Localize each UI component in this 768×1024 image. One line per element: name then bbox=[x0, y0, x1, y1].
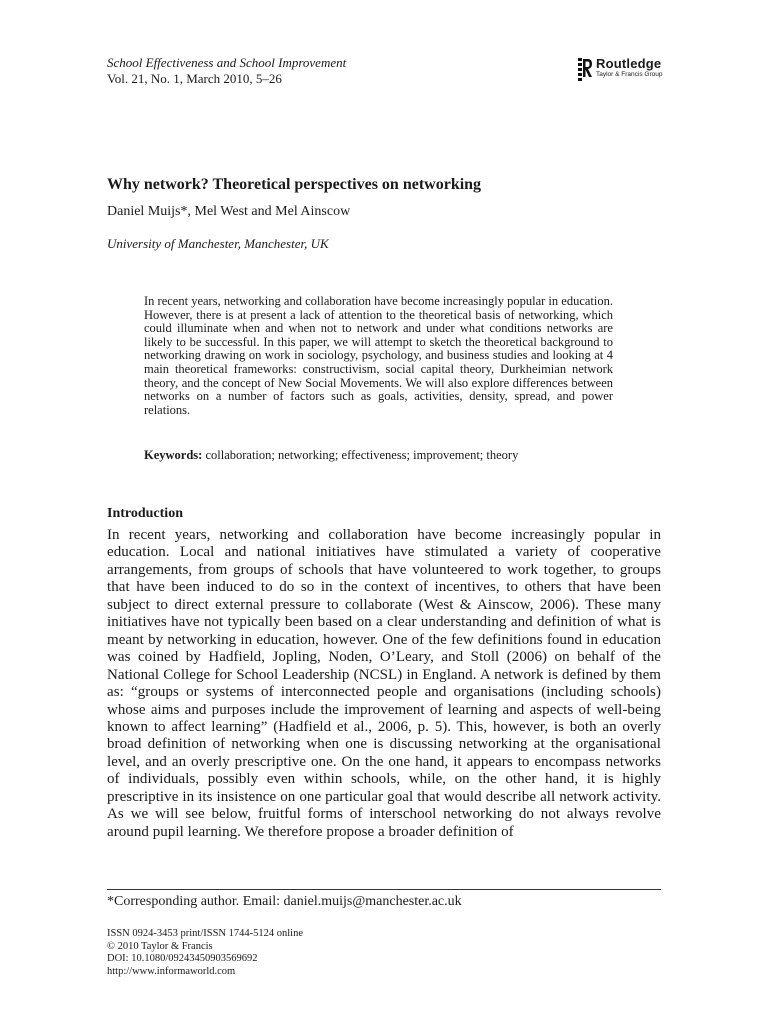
journal-name: School Effectiveness and School Improvement bbox=[107, 55, 347, 70]
publisher-logo bbox=[578, 57, 662, 85]
publisher-group: Taylor & Francis Group bbox=[596, 71, 663, 78]
footnote-divider bbox=[107, 889, 661, 890]
article-authors: Daniel Muijs*, Mel West and Mel Ainscow bbox=[107, 204, 351, 219]
publication-footer bbox=[107, 928, 303, 978]
introduction-paragraph: In recent years, networking and collaboration have become increasingly popular in education. Local and national initiatives have stimulated a variety of cooperative arrangements, from groups of schools that have volunteered to work together, to groups that have been induced to do so in the context of incentives, to others that have been subject to direct external pressure to collaborate (West & Ainscow, 2006). These many initiatives have not typically been based on a clear understanding and definition of what is meant by networking in education, however. One of the few definitions found in education was coined by Hadfield, Jopling, Noden, O’Leary, and Stoll (2006) on behalf of the National College for School Leadership (NCSL) in England. A network is defined by them as: “groups or systems of interconnected people and organisations (including schools) whose aims and purposes include the improvement of learning and aspects of well-being known to affect learning” (Hadfield et al., 2006, p. 5). This, however, is both an overly broad definition of networking when one is discussing networking at the organisational level, and an overly prescriptive one. On the one hand, it appears to encompass networks of individuals, possibly even within schools, while, on the other hand, it is highly prescriptive in its insistence on one particular goal that would describe all network activity. As we will see below, fruitful forms of interschool networking do not always revolve around pupil learning. We therefore propose a broader definition of bbox=[107, 527, 661, 840]
section-heading-introduction: Introduction bbox=[107, 506, 183, 521]
publisher-brand: Routledge bbox=[596, 56, 662, 71]
journal-header bbox=[107, 55, 346, 87]
author-affiliation: University of Manchester, Manchester, UK bbox=[107, 236, 329, 251]
publisher-url: http://www.informaworld.com bbox=[107, 965, 236, 977]
keywords-list: collaboration; networking; effectiveness; improvement; theory bbox=[205, 448, 519, 462]
journal-volume: Vol. 21, No. 1, March 2010, 5–26 bbox=[107, 71, 282, 86]
article-title: Why network? Theoretical perspectives on networking bbox=[107, 176, 482, 193]
routledge-logo-icon bbox=[578, 57, 592, 85]
abstract: In recent years, networking and collaboration have become increasingly popular in education. However, there is at present a lack of attention to the theoretical basis of networking, which could illuminate when and when not to network and under what conditions networks are likely to be successful. In this paper, we will attempt to sketch the theoretical background to networking drawing on work in sociology, psychology, and business studies and looking at 4 main theoretical frameworks: constructivism, social capital theory, Durkheimian network theory, and the concept of New Social Movements. We will also explore differences between networks on a number of factors such as goals, activities, density, spread, and power relations. bbox=[144, 294, 613, 417]
keywords-label: Keywords: bbox=[144, 448, 203, 462]
doi: DOI: 10.1080/09243450903569692 bbox=[107, 953, 258, 964]
keywords bbox=[144, 448, 613, 462]
copyright: © 2010 Taylor & Francis bbox=[107, 940, 213, 952]
corresponding-author-footnote: *Corresponding author. Email: daniel.muijs@manchester.ac.uk bbox=[107, 894, 462, 909]
issn: ISSN 0924-3453 print/ISSN 1744-5124 online bbox=[107, 928, 304, 939]
